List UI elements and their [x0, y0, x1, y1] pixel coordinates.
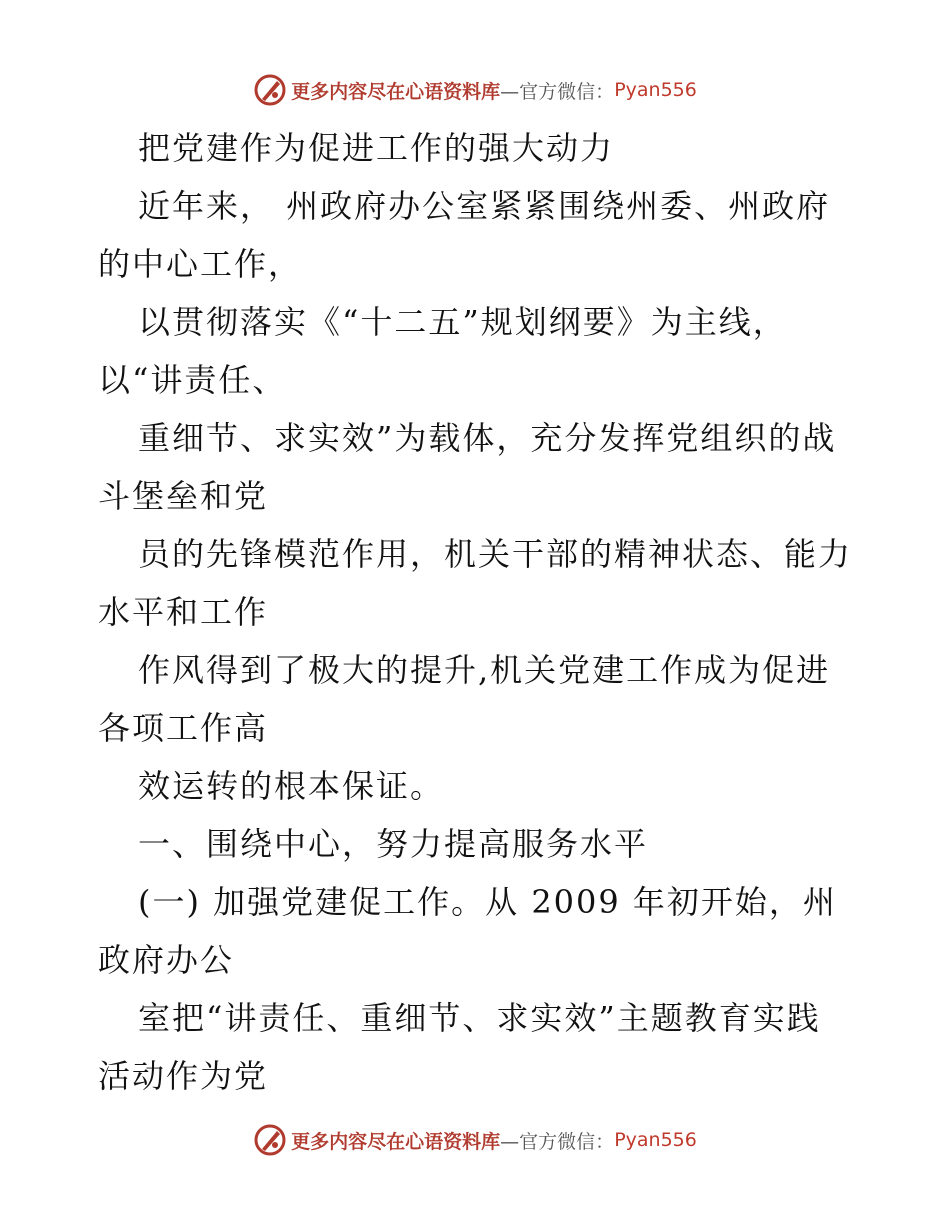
banner-brand-text: 更多内容尽在心语资料库: [291, 80, 501, 103]
footer-banner: [0, 1120, 950, 1160]
document-body: [98, 119, 858, 1105]
banner-wechat-id: Pyan556: [614, 79, 697, 101]
text-line: 近年来， 州政府办公室紧紧围绕州委、州政府: [138, 187, 831, 225]
text-line: 水平和工作: [98, 593, 269, 631]
text-line: (一) 加强党建促工作。从 2009 年初开始，州: [138, 883, 837, 921]
text-line: 以贯彻落实《“十二五”规划纲要》为主线，: [138, 303, 787, 341]
text-line: 作风得到了极大的提升,机关党建工作成为促进: [138, 651, 831, 689]
text-line: 以“讲责任、: [98, 361, 287, 399]
text-line: 一、围绕中心，努力提高服务水平: [138, 825, 649, 863]
header-banner: [0, 70, 950, 110]
banner-wechat-label: —官方微信：: [500, 80, 615, 103]
quill-pen-logo-icon: [253, 1123, 287, 1157]
text-line: 斗堡垒和党: [98, 477, 269, 515]
text-line: 室把“讲责任、重细节、求实效”主题教育实践: [138, 999, 821, 1037]
text-line: 活动作为党: [98, 1057, 269, 1095]
text-line: 效运转的根本保证。: [138, 767, 445, 805]
text-line: 政府办公: [98, 941, 235, 979]
text-line: 员的先锋模范作用，机关干部的精神状态、能力: [138, 535, 853, 573]
text-line: 的中心工作，: [98, 245, 303, 283]
banner-wechat-label: —官方微信：: [500, 1130, 615, 1153]
banner-brand-text: 更多内容尽在心语资料库: [291, 1130, 501, 1153]
text-line: 各项工作高: [98, 709, 269, 747]
quill-pen-logo-icon: [253, 73, 287, 107]
banner-wechat-id: Pyan556: [614, 1129, 697, 1151]
text-line: 重细节、求实效”为载体，充分发挥党组织的战: [138, 419, 837, 457]
text-line: 把党建作为促进工作的强大动力: [138, 129, 615, 167]
